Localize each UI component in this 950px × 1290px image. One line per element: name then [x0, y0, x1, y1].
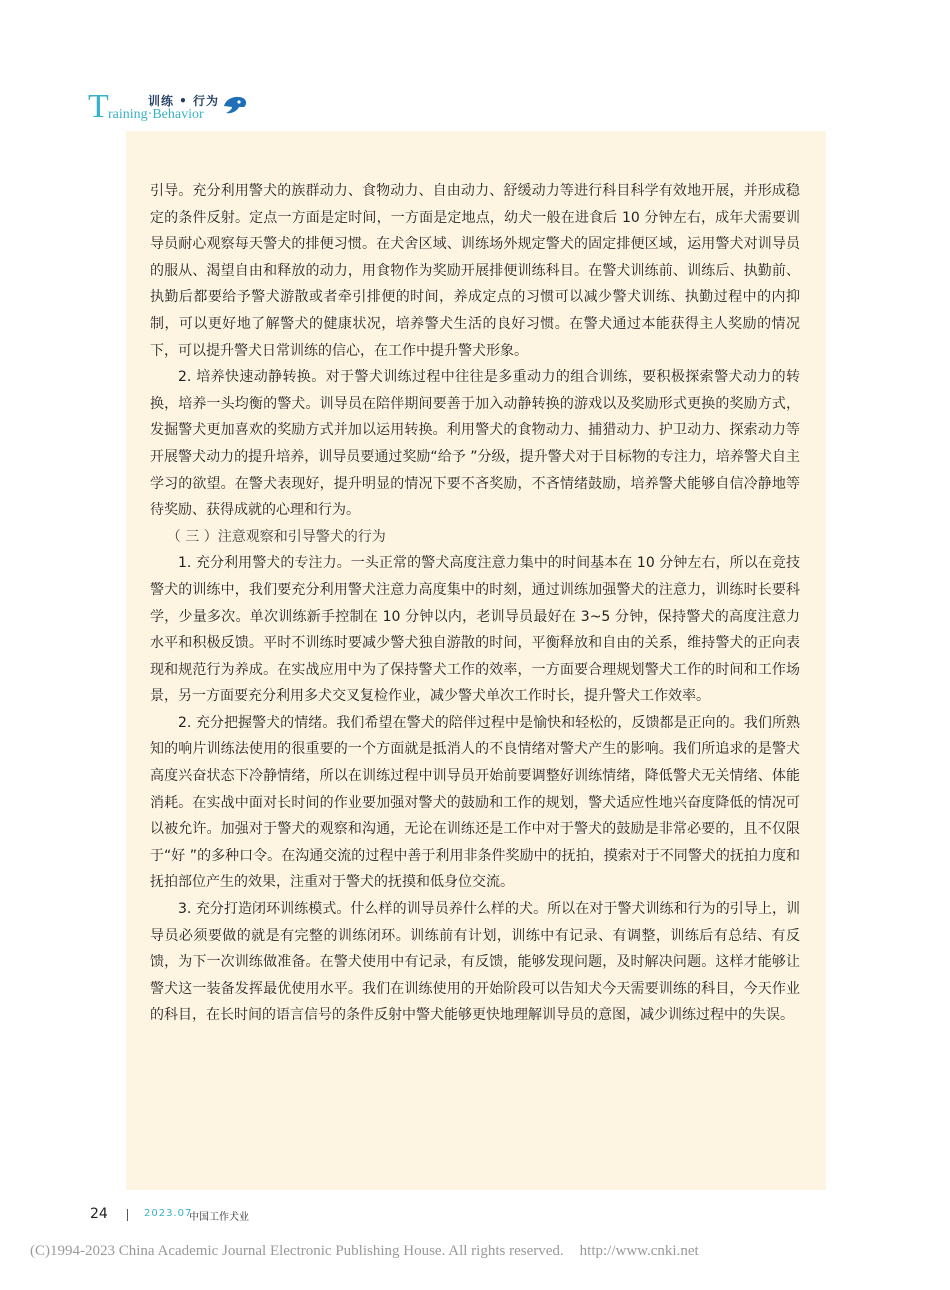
- cnki-url-link[interactable]: http://www.cnki.net: [579, 1243, 699, 1259]
- journal-name: 中国工作犬业: [189, 1212, 249, 1223]
- paragraph-closed-loop: 3. 充分打造闭环训练模式。什么样的训导员养什么样的犬。所以在对于警犬训练和行为的引导上，训导员必须要做的就是有完整的训练闭环。训练前有计划，训练中有记录、有调整，训练后有总结、有反馈，为下一次训练做准备。在警犬使用中有记录，有反馈，能够发现问题，及时解决问题。这样才能够让警犬这一装备发挥最优使用水平。我们在训练使用的开始阶段可以告知犬今天需要训练的科目，今天作业的科目，在长时间的语言信号的条件反射中警犬能够更快地理解训导员的意图，减少训练过程中的失误。: [150, 901, 800, 1024]
- section-heading-observe-guide: （ 三 ）注意观察和引导警犬的行为: [166, 528, 386, 545]
- footer-divider: [127, 1209, 128, 1221]
- paragraph-quick-transition: 2. 培养快速动静转换。对于警犬训练过程中往往是多重动力的组合训练，要积极探索警犬动力的转换，培养一头均衡的警犬。训导员在陪伴期间要善于加入动静转换的游戏以及奖励形式更换的奖励方式，发掘警犬更加喜欢的奖励方式并加以运用转换。利用警犬的食物动力、捕猎动力、护卫动力、探索动力等开展警犬动力的提升培养，训导员要通过奖励“给予 ”分级，提升警犬对于目标物的专注力，培养警犬自主学习的欲望。在警犬表现好，提升明显的情况下要不吝奖励，不吝情绪鼓励，培养警犬能够自信冷静地等待奖励、获得成就的心理和行为。: [150, 369, 800, 519]
- paragraph-emotion: 2. 充分把握警犬的情绪。我们希望在警犬的陪伴过程中是愉快和轻松的，反馈都是正向的。我们所熟知的响片训练法使用的很重要的一个方面就是抵消人的不良情绪对警犬产生的影响。我们所追求的是警犬高度兴奋状态下冷静情绪，所以在训练过程中训导员开始前要调整好训练情绪，降低警犬无关情绪、体能消耗。在实战中面对长时间的作业要加强对警犬的鼓励和工作的规划，警犬适应性地兴奋度降低的情况可以被允许。加强对于警犬的观察和沟通，无论在训练还是工作中对于警犬的鼓励是非常必要的，且不仅限于“好 ”的多种口令。在沟通交流的过程中善于利用非条件奖励中的抚拍，摸索对于不同警犬的抚拍力度和抚拍部位产生的效果，注重对于警犬的抚摸和低身位交流。: [150, 714, 800, 891]
- copyright-line: [30, 1243, 910, 1260]
- dog-head-logo-icon: [222, 94, 248, 116]
- page-footer: [90, 1206, 490, 1224]
- section-title: 训练 • 行为: [148, 94, 220, 108]
- copyright-text: (C)1994-2023 China Academic Journal Electronic Publishing House. All rights reserved.: [30, 1243, 564, 1259]
- issue-label: 2023.07: [144, 1208, 193, 1219]
- page-number: 24: [90, 1206, 108, 1222]
- header-initial-letter: T: [88, 88, 109, 125]
- article-body: [150, 178, 800, 1029]
- paragraph-focus: 1. 充分利用警犬的专注力。一头正常的警犬高度注意力集中的时间基本在 10 分钟左右，所以在竞技警犬的训练中，我们要充分利用警犬注意力高度集中的时刻，通过训练加强警犬的注意力，训练时长要科学，少量多次。单次训练新手控制在 10 分钟以内，老训导员最好在 3~5 分钟，保持警犬的高度注意力水平和积极反馈。平时不训练时要减少警犬独自游散的时间，平衡释放和自由的关系，维持警犬的正向表现和规范行为养成。在实战应用中为了保持警犬工作的效率，一方面要合理规划警犬工作的时间和工作场景，另一方面要充分利用多犬交叉复检作业，减少警犬单次工作时长，提升警犬工作效率。: [150, 555, 800, 705]
- paragraph-continued: 引导。充分利用警犬的族群动力、食物动力、自由动力、舒缓动力等进行科目科学有效地开展，并形成稳定的条件反射。定点一方面是定时间，一方面是定地点，幼犬一般在进食后 10 分钟左右，成年犬需要训导员耐心观察每天警犬的排便习惯。在犬舍区域、训练场外规定警犬的固定排便区域，运用警犬对训导员的服从、渴望自由和释放的动力，用食物作为奖励开展排便训练科目。在警犬训练前、训练后、执勤前、执勤后都要给予警犬游散或者牵引排便的时间，养成定点的习惯可以减少警犬训练、执勤过程中的内抑制，可以更好地了解警犬的健康状况，培养警犬生活的良好习惯。在警犬通过本能获得主人奖励的情况下，可以提升警犬日常训练的信心，在工作中提升警犬形象。: [150, 183, 800, 359]
- running-header: [88, 88, 278, 128]
- section-subtitle: raining·Behavior: [108, 107, 204, 122]
